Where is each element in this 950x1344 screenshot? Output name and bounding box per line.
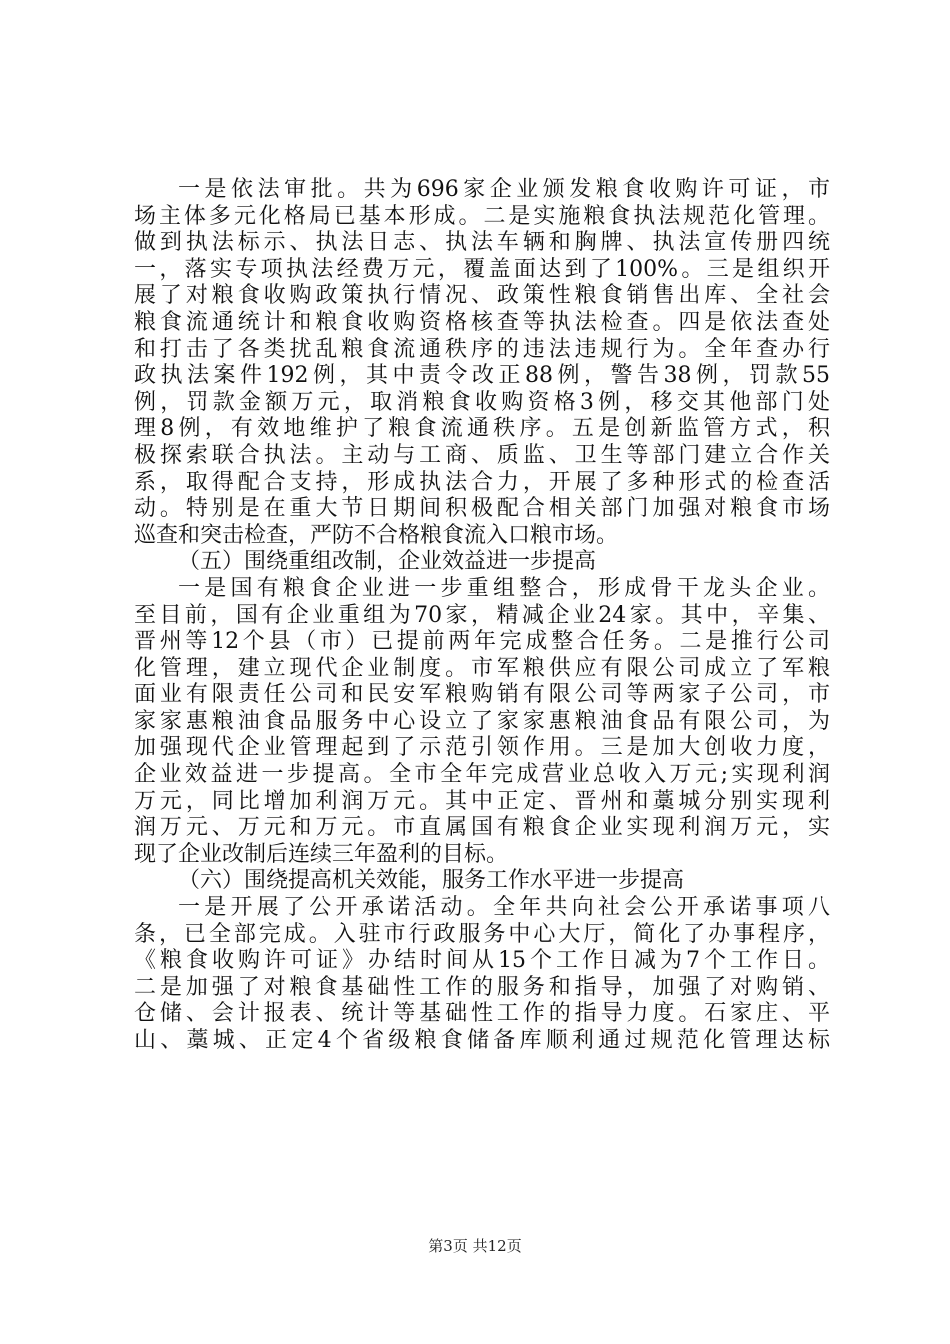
text-line: 场主体多元化格局已基本形成。二是实施粮食执法规范化管理。 xyxy=(134,203,830,229)
page-footer: 第3页 共12页 xyxy=(428,1237,522,1255)
text-line: 条，已全部完成。入驻市行政服务中心大厅，简化了办事程序， xyxy=(134,921,830,947)
text-line: 一是依法审批。共为696家企业颁发粮食收购许可证，市 xyxy=(178,177,830,202)
text-line: 和打击了各类扰乱粮食流通秩序的违法违规行为。全年查办行 xyxy=(134,336,830,362)
text-line: 系，取得配合支持，形成执法合力，开展了多种形式的检查活 xyxy=(134,469,830,495)
text-line: 《粮食收购许可证》办结时间从15个工作日减为7个工作日。 xyxy=(134,948,830,974)
text-line: 极探索联合执法。主动与工商、质监、卫生等部门建立合作关 xyxy=(134,442,830,468)
text-line: 一是开展了公开承诺活动。全年共向社会公开承诺事项八 xyxy=(178,895,830,921)
text-line: 至目前，国有企业重组为70家，精减企业24家。其中，辛集、 xyxy=(134,602,830,628)
text-line: 化管理，建立现代企业制度。市军粮供应有限公司成立了军粮 xyxy=(134,655,830,681)
text-line: 巡查和突击检查，严防不合格粮食流入口粮市场。 xyxy=(134,522,619,548)
text-line: 一，落实专项执法经费万元，覆盖面达到了100%。三是组织开 xyxy=(134,256,830,282)
text-line: （六）围绕提高机关效能，服务工作水平进一步提高 xyxy=(178,868,685,894)
text-line: 现了企业改制后连续三年盈利的目标。 xyxy=(134,841,509,867)
text-line: 一是国有粮食企业进一步重组整合，形成骨干龙头企业。 xyxy=(178,575,830,601)
text-line: 展了对粮食收购政策执行情况、政策性粮食销售出库、全社会 xyxy=(134,283,830,309)
text-line: 山、藁城、正定4个省级粮食储备库顺利通过规范化管理达标 xyxy=(134,1028,830,1053)
document-body xyxy=(134,177,830,1055)
text-line: 仓储、会计报表、统计等基础性工作的指导力度。石家庄、平 xyxy=(134,1001,830,1027)
text-line: 二是加强了对粮食基础性工作的服务和指导，加强了对购销、 xyxy=(134,974,830,1000)
text-line: （五）围绕重组改制，企业效益进一步提高 xyxy=(178,549,597,575)
text-line: 动。特别是在重大节日期间积极配合相关部门加强对粮食市场 xyxy=(134,496,830,522)
text-line: 企业效益进一步提高。全市全年完成营业总收入万元;实现利润 xyxy=(134,762,830,788)
text-line: 粮食流通统计和粮食收购资格核查等执法检查。四是依法查处 xyxy=(134,309,830,335)
text-line: 做到执法标示、执法日志、执法车辆和胸牌、执法宣传册四统 xyxy=(134,230,830,256)
text-line: 晋州等12个县（市）已提前两年完成整合任务。二是推行公司 xyxy=(134,629,830,655)
text-line: 面业有限责任公司和民安军粮购销有限公司等两家子公司，市 xyxy=(134,682,830,708)
text-line: 理8例，有效地维护了粮食流通秩序。五是创新监管方式，积 xyxy=(134,416,830,442)
text-line: 万元，同比增加利润万元。其中正定、晋州和藁城分别实现利 xyxy=(134,788,830,814)
text-line: 家家惠粮油食品服务中心设立了家家惠粮油食品有限公司，为 xyxy=(134,708,830,734)
text-line: 润万元、万元和万元。市直属国有粮食企业实现利润万元，实 xyxy=(134,815,830,841)
text-line: 加强现代企业管理起到了示范引领作用。三是加大创收力度， xyxy=(134,735,830,761)
text-line: 例，罚款金额万元，取消粮食收购资格3例，移交其他部门处 xyxy=(134,389,830,415)
text-line: 政执法案件192例，其中责令改正88例，警告38例，罚款55 xyxy=(134,363,830,389)
